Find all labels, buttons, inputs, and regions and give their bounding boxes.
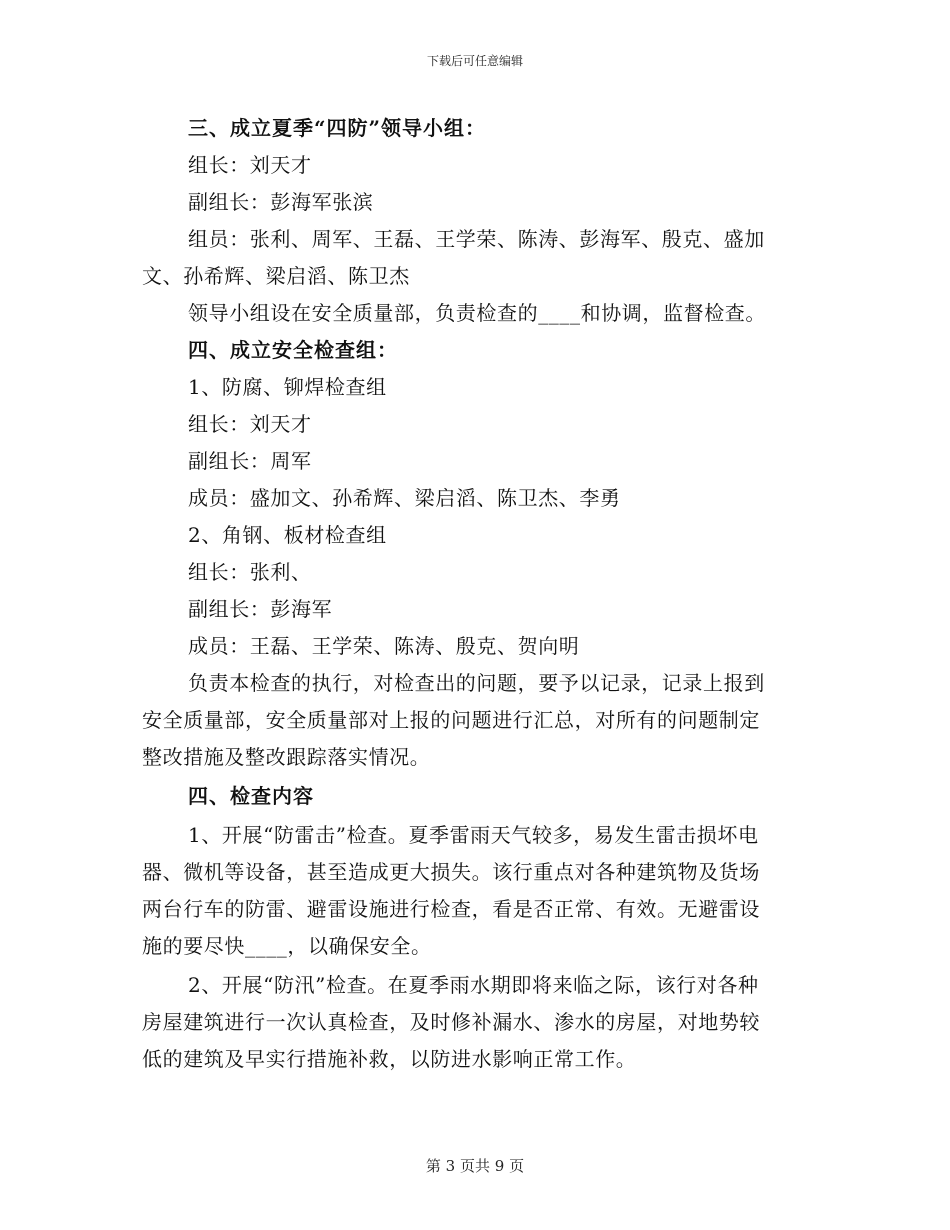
paragraph-line: 低的建筑及早实行措施补救，以防进水影响正常工作。 [142,1047,637,1071]
section-heading-leadership-group: 三、成立夏季“四防”领导小组： [188,116,487,140]
paragraph-line: 房屋建筑进行一次认真检查，及时修补漏水、渗水的房屋，对地势较 [142,1010,760,1034]
page-header: 下载后可任意编辑 [426,54,523,68]
paragraph-line: 两台行车的防雷、避雷设施进行检查，看是否正常、有效。无避雷设 [142,897,760,921]
paragraph-line: 组长：张利、 [188,560,312,584]
paragraph-line: 副组长：周军 [188,449,312,473]
page-number: 第 3 页共 9 页 [425,1157,525,1175]
document-body [142,110,812,1078]
paragraph-line: 组长：刘天才 [188,153,312,177]
paragraph-line: 副组长：彭海军 [188,597,333,621]
paragraph-line: 1、开展“防雷击”检查。夏季雷雨天气较多，易发生雷击损坏电 [188,823,759,847]
paragraph-line: 成员：盛加文、孙希辉、梁启滔、陈卫杰、李勇 [188,486,621,510]
paragraph-line: 组员：张利、周军、王磊、王学荣、陈涛、彭海军、殷克、盛加 [188,227,765,251]
paragraph-line: 组长：刘天才 [188,412,312,436]
section-heading-inspection-groups: 四、成立安全检查组： [188,338,398,362]
paragraph-line: 安全质量部，安全质量部对上报的问题进行汇总，对所有的问题制定 [142,708,760,732]
paragraph-line: 器、微机等设备，甚至造成更大损失。该行重点对各种建筑物及货场 [142,860,760,884]
paragraph-line: 领导小组设在安全质量部，负责检查的____和协调，监督检查。 [188,301,766,325]
paragraph-line: 负责本检查的执行，对检查出的问题，要予以记录，记录上报到 [188,671,765,695]
paragraph-line: 成员：王磊、王学荣、陈涛、殷克、贺向明 [188,634,580,658]
paragraph-line: 文、孙希辉、梁启滔、陈卫杰 [142,264,410,288]
section-heading-inspection-content: 四、检查内容 [188,784,314,808]
paragraph-line: 2、角钢、板材检查组 [188,523,387,547]
paragraph-line: 1、防腐、铆焊检查组 [188,375,387,399]
paragraph-line: 施的要尽快____，以确保安全。 [142,934,432,958]
paragraph-line: 整改措施及整改跟踪落实情况。 [142,745,431,769]
paragraph-line: 副组长：彭海军张滨 [188,190,374,214]
paragraph-line: 2、开展“防汛”检查。在夏季雨水期即将来临之际，该行对各种 [188,973,759,997]
